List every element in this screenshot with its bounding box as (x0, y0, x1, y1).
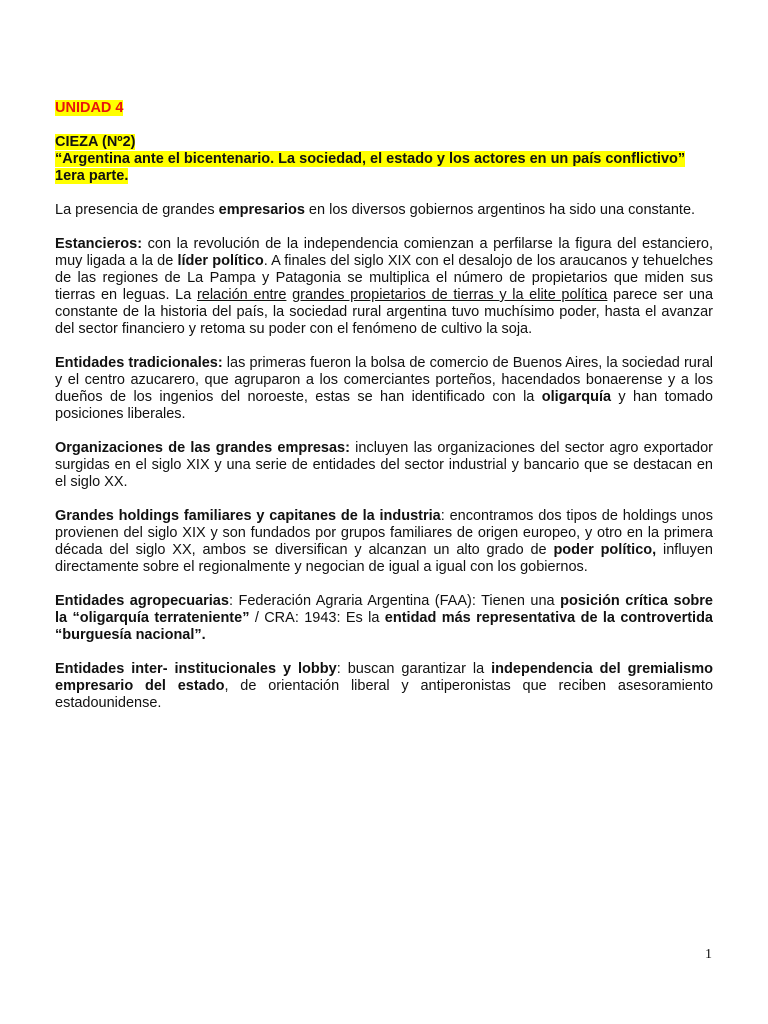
source-heading: CIEZA (Nº2) (55, 134, 136, 150)
estancieros-paragraph: Estancieros: con la revolución de la independencia comienzan a perfilarse la figura del estanciero, muy ligada a la de líder político. A finales del siglo XIX con el desalojo de los araucanos y tehuelches de las regiones de La Pampa y Patagonia se multiplica el número de propietarios que miden sus tierras en leguas. La relación entre grandes propietarios de tierras y la elite política parece ser una constante de la historia del país, la sociedad rural argentina tuvo muchísimo poder, hasta el avanzar del sector financiero y retoma su poder con el fenómeno de cultivo la soja. (55, 236, 714, 337)
book-title: “Argentina ante el bicentenario. La sociedad, el estado y los actores en un país conflictivo” (55, 151, 686, 167)
agropecuarias-paragraph: Entidades agropecuarias: Federación Agraria Argentina (FAA): Tienen una posición crítica sobre la “oligarquía terrateniente” / CRA: 1943: Es la entidad más representativa de la controvertida “burguesía nacional”. (55, 593, 713, 643)
document-body (55, 100, 713, 712)
intro-paragraph: La presencia de grandes empresarios en los diversos gobiernos argentinos ha sido una constante. (55, 202, 696, 218)
page-number: 1 (705, 947, 712, 962)
unit-heading: UNIDAD 4 (55, 100, 124, 116)
lobby-paragraph: Entidades inter- institucionales y lobby: buscan garantizar la independencia del gremialismo empresario del estado, de orientación liberal y antiperonistas que reciben asesoramiento estadounidense. (55, 661, 714, 711)
part-label: 1era parte. (55, 168, 129, 184)
organizaciones-paragraph: Organizaciones de las grandes empresas: incluyen las organizaciones del sector agro exportador surgidas en el siglo XIX y una serie de entidades del sector industrial y bancario que se destacan en el siglo XX. (55, 440, 713, 490)
tradicionales-paragraph: Entidades tradicionales: las primeras fueron la bolsa de comercio de Buenos Aires, la sociedad rural y el centro azucarero, que agruparon a los comerciantes porteños, hacendados bonaerense y a los dueños de los ingenios del noroeste, estas se han identificado con la oligarquía y han tomado posiciones liberales. (55, 355, 713, 422)
holdings-paragraph: Grandes holdings familiares y capitanes de la industria: encontramos dos tipos de holdings unos provienen del siglo XIX y son fundados por grupos familiares de origen europeo, y otro en la primera década del siglo XX, ambos se diversifican y alcanzan un alto grado de poder político, influyen directamente sobre el regionalmente y negocian de igual a igual con los gobiernos. (55, 508, 713, 575)
